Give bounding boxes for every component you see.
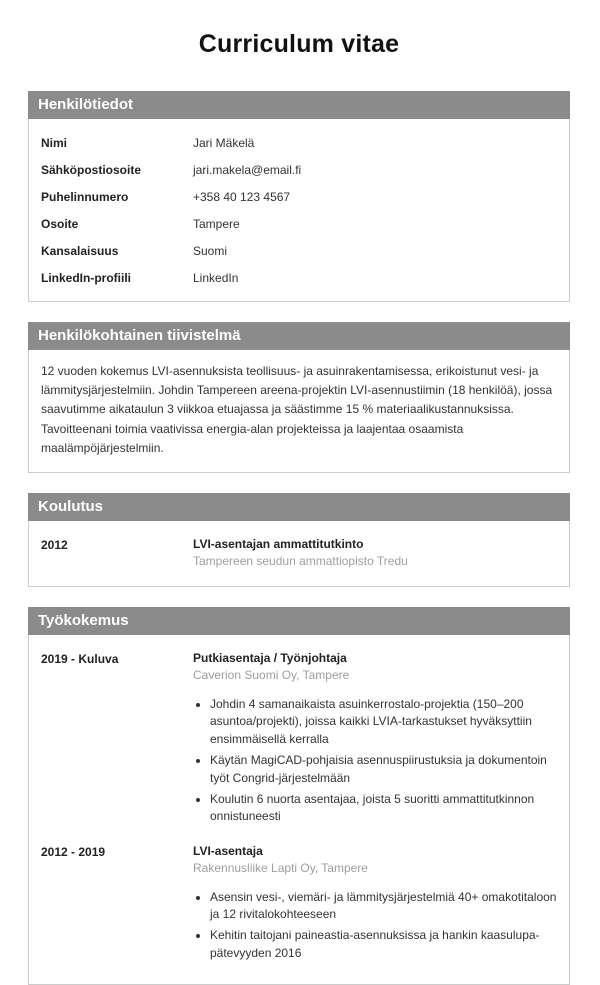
section-experience <box>28 607 570 985</box>
field-value-email: jari.makela@email.fi <box>193 162 302 177</box>
section-header-personal: Henkilötiedot <box>28 91 570 119</box>
list-item: • Koulutin 6 nuorta asentajaa, joista 5 suoritti ammattitutkinnon onnistuneesti <box>210 791 557 826</box>
experience-company: Rakennusliike Lapti Oy, Tampere <box>193 860 368 875</box>
experience-body <box>28 635 570 985</box>
section-header-summary: Henkilökohtainen tiivistelmä <box>28 322 570 350</box>
personal-info-body <box>28 119 570 302</box>
section-header-experience: Työkokemus <box>28 607 570 635</box>
field-label-email: Sähköpostiosoite <box>41 162 142 177</box>
field-value-linkedin: LinkedIn <box>193 270 239 285</box>
field-label-address: Osoite <box>41 216 79 231</box>
experience-entry <box>41 838 557 975</box>
experience-period: 2012 - 2019 <box>41 844 106 859</box>
field-value-nationality: Suomi <box>193 243 228 258</box>
experience-entry-main <box>193 651 557 830</box>
field-label-linkedin: LinkedIn-profiili <box>41 270 131 285</box>
field-label-phone: Puhelinnumero <box>41 189 129 204</box>
education-period: 2012 <box>41 537 68 552</box>
experience-entry-main <box>193 844 557 967</box>
section-education <box>28 493 570 587</box>
section-header-education: Koulutus <box>28 493 570 521</box>
field-label-name: Nimi <box>41 135 68 150</box>
experience-job-title: Putkiasentaja / Työnjohtaja <box>193 650 347 665</box>
education-degree: LVI-asentajan ammattitutkinto <box>193 536 364 551</box>
table-row <box>41 183 557 210</box>
education-entry-main <box>193 537 557 568</box>
summary-body <box>28 350 570 473</box>
list-item: • Asensin vesi-, viemäri- ja lämmitysjärjestelmiä 40+ omakotitaloon ja 12 rivitalokohteeseen <box>210 889 557 924</box>
field-value-phone: +358 40 123 4567 <box>193 189 291 204</box>
education-entry <box>41 531 557 576</box>
section-personal-info <box>28 91 570 302</box>
education-body <box>28 521 570 587</box>
experience-job-title: LVI-asentaja <box>193 843 263 858</box>
table-row <box>41 156 557 183</box>
field-value-name: Jari Mäkelä <box>193 135 255 150</box>
list-item: • Johdin 4 samanaikaista asuinkerrostalo-projektia (150–200 asuntoa/projekti), joissa kaikki LVIA-tarkastukset hyväksyttiin ensimmäisellä kerralla <box>210 696 557 748</box>
field-value-address: Tampere <box>193 216 240 231</box>
list-item: • Kehitin taitojani paineastia-asennuksissa ja hankin kaasulupa-pätevyyden 2016 <box>210 927 557 962</box>
summary-text: 12 vuoden kokemus LVI-asennuksista teollisuus- ja asuinrakentamisessa, erikoistunut vesi- ja lämmitysjärjestelmiin. Johdin Tampereen areena-projektin LVI-asennustiimin (18 henkilöä), jossa saavutimme aikataulun 3 viikkoa etuajassa ja säästimme 15 % materiaalikustannuksissa. Tavoitteenani toimia vaativissa energia-alan projekteissa ja laajentaa osaamista maalämpöjärjestelmiin. <box>41 364 553 455</box>
page-title: Curriculum vitae <box>198 30 400 58</box>
experience-period: 2019 - Kuluva <box>41 651 119 666</box>
list-item: • Käytän MagiCAD-pohjaisia asennuspiirustuksia ja dokumentoin työt Congrid-järjestelmään <box>210 752 557 787</box>
experience-bullet-list <box>193 889 557 963</box>
experience-bullet-list <box>193 696 557 826</box>
education-school: Tampereen seudun ammattiopisto Tredu <box>193 553 408 568</box>
experience-entry <box>41 645 557 838</box>
table-row <box>41 264 557 291</box>
table-row <box>41 129 557 156</box>
section-summary <box>28 322 570 473</box>
experience-company: Caverion Suomi Oy, Tampere <box>193 667 350 682</box>
table-row <box>41 237 557 264</box>
table-row <box>41 210 557 237</box>
field-label-nationality: Kansalaisuus <box>41 243 119 258</box>
